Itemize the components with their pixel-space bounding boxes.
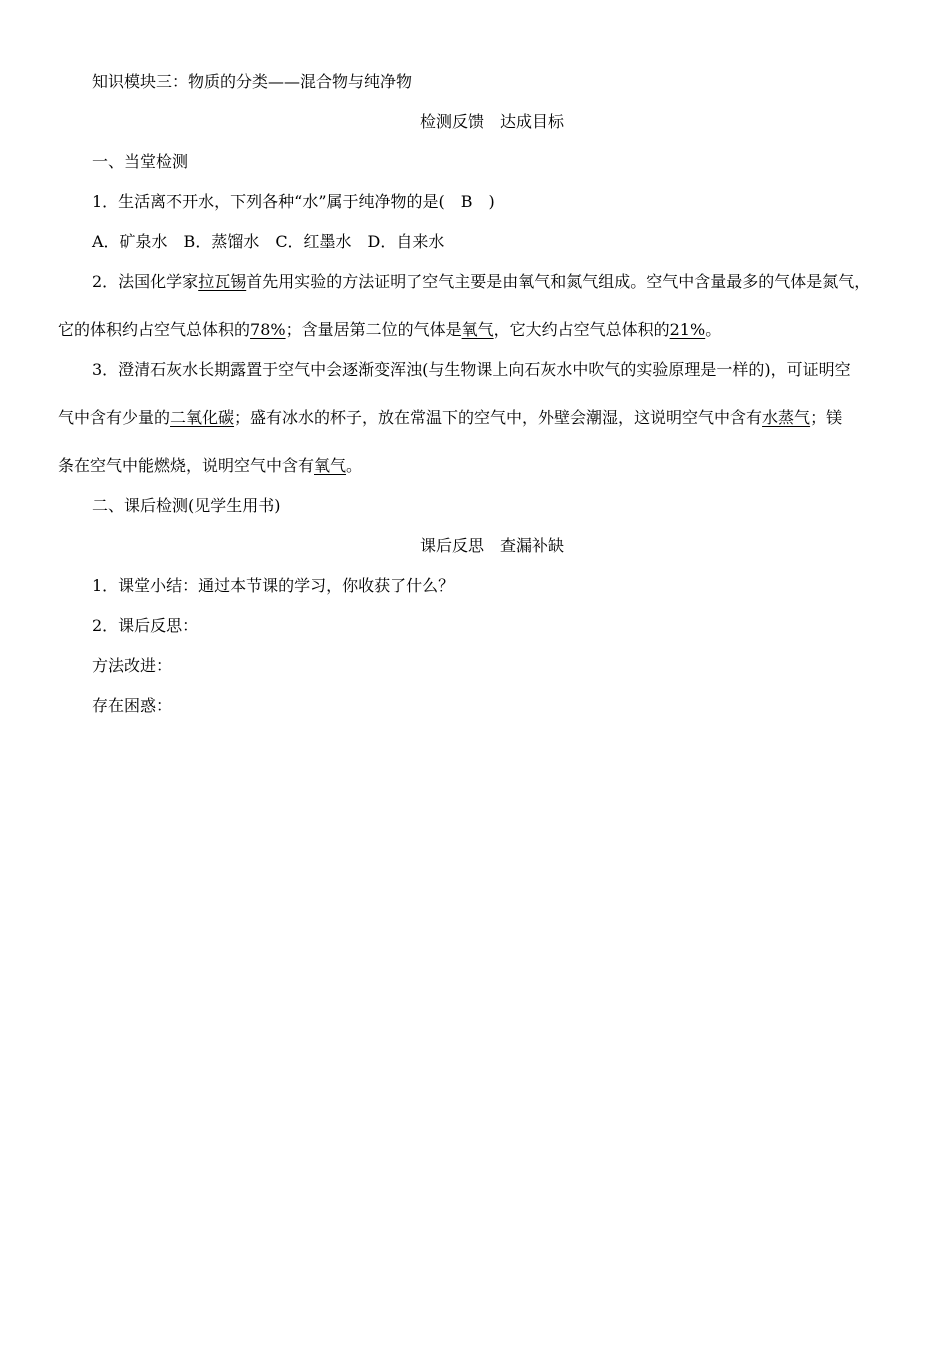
q2-answer-oxygen-percent: 21% <box>669 320 706 339</box>
question-2-line-2 <box>58 320 721 340</box>
section-heading-feedback-text: 检测反馈 达成目标 <box>419 112 564 131</box>
q2-answer-nitrogen-percent: 78% <box>250 320 286 339</box>
question-3-line-3 <box>58 456 362 476</box>
part-one-title: 一、当堂检测 <box>92 152 189 171</box>
q3-answer-oxygen: 氧气 <box>314 456 347 475</box>
reflection-summary: 1．课堂小结：通过本节课的学习，你收获了什么？ <box>92 576 455 595</box>
q2-text: 它的体积约占空气总体积的 <box>58 320 251 339</box>
q2-text: 。 <box>705 320 722 339</box>
q3-text: ；盛有冰水的杯子，放在常温下的空气中，外壁会潮湿，这说明空气中含有 <box>234 408 763 427</box>
q2-answer-second-gas: 氧气 <box>461 320 494 339</box>
q3-answer-co2: 二氧化碳 <box>170 408 235 427</box>
question-1-stem: 1．生活离不开水，下列各种“水”属于纯净物的是( B ) <box>92 192 495 211</box>
question-3-line-1: 3．澄清石灰水长期露置于空气中会逐渐变浑浊(与生物课上向石灰水中吹气的实验原理是一样的)，可证明空 <box>92 360 851 379</box>
q3-text: 条在空气中能燃烧，说明空气中含有 <box>58 456 315 475</box>
q2-text: 首先用实验的方法证明了空气主要是由氧气和氮气组成。空气中含量最多的气体是氮气， <box>246 272 871 291</box>
part-two-title: 二、课后检测(见学生用书) <box>92 496 281 515</box>
reflection-after-class: 2．课后反思： <box>92 616 199 635</box>
reflection-method-improvement: 方法改进： <box>92 656 173 675</box>
q3-text: 气中含有少量的 <box>58 408 171 427</box>
q3-answer-water-vapor: 水蒸气 <box>762 408 811 427</box>
section-heading-reflection <box>0 536 950 556</box>
section-heading-reflection-text: 课后反思 查漏补缺 <box>419 536 564 555</box>
section-heading-feedback <box>0 112 950 132</box>
reflection-confusion: 存在困惑： <box>92 696 173 715</box>
q2-text: 2．法国化学家 <box>92 272 199 291</box>
q2-text: ；含量居第二位的气体是 <box>285 320 462 339</box>
q2-text: ，它大约占空气总体积的 <box>493 320 670 339</box>
q3-text: 。 <box>346 456 363 475</box>
question-2-line-1 <box>92 272 870 292</box>
q2-answer-scientist: 拉瓦锡 <box>198 272 247 291</box>
module-title: 知识模块三：物质的分类——混合物与纯净物 <box>92 72 413 91</box>
q3-text: ；镁 <box>810 408 843 427</box>
question-1-options: A．矿泉水 B．蒸馏水 C．红墨水 D．自来水 <box>92 232 445 251</box>
question-3-line-2 <box>58 408 842 428</box>
